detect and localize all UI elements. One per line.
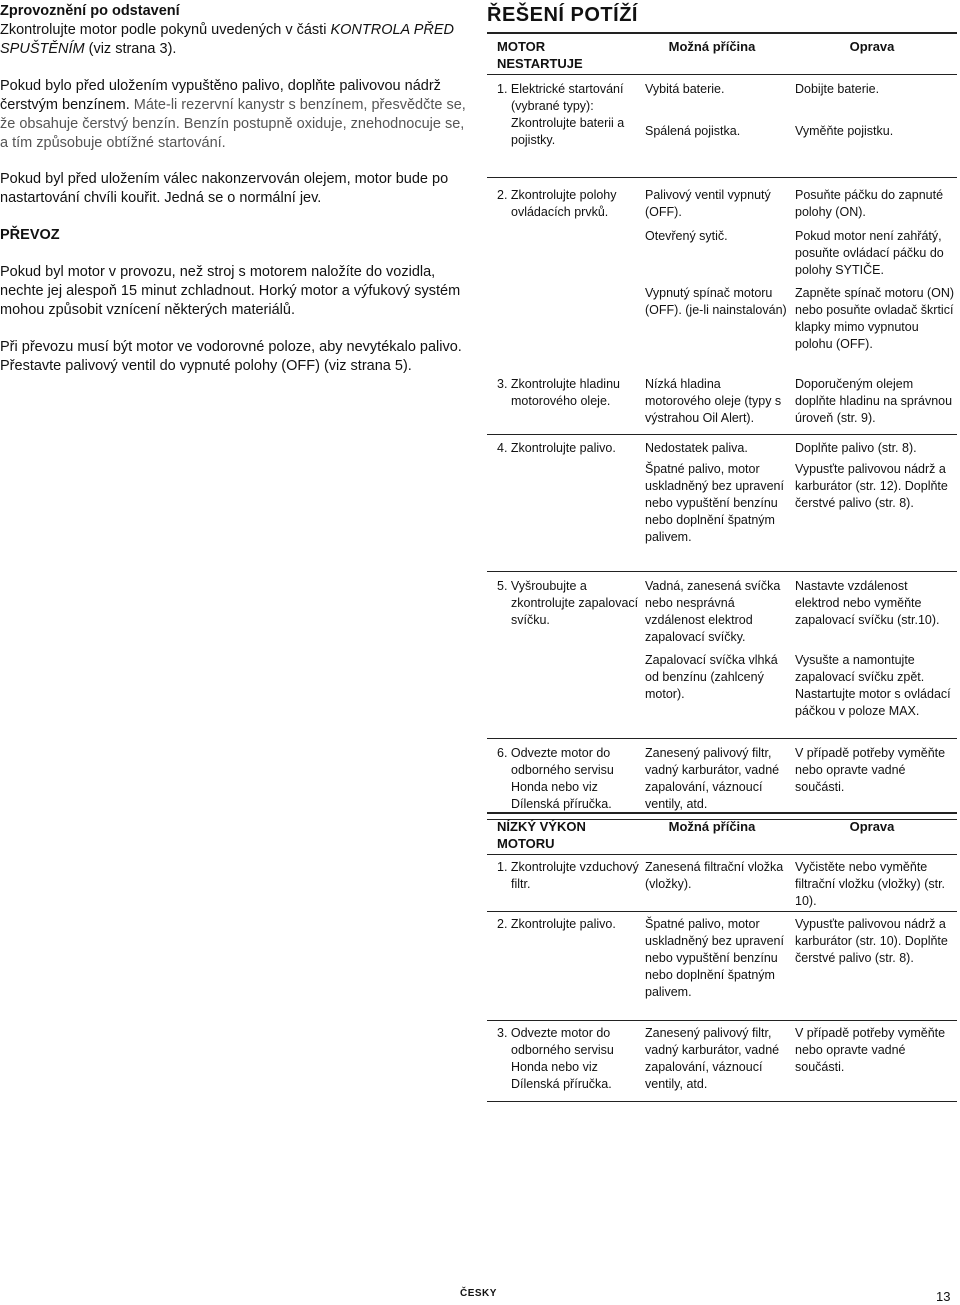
table-row [487, 435, 957, 572]
remedy-cell: Pokud motor není zahřátý, posuňte ovládací páčku do polohy SYTIČE. [795, 229, 944, 277]
header-cause: Možná příčina [668, 39, 756, 54]
symptom-cell: 2. Zkontrolujte palivo. [497, 917, 616, 931]
cause-cell: Vybitá baterie. [645, 82, 725, 96]
troubleshooting-table-low-power [487, 812, 957, 1102]
symptom-cell: 3. Odvezte motor do odborného servisu Honda nebo viz Dílenská příručka. [497, 1026, 614, 1091]
cause-cell: Špatné palivo, motor uskladněný bez upravení nebo vypuštění benzínu nebo doplnění špatným palivem. [645, 462, 784, 544]
paragraph-refuel: Pokud bylo před uložením vypuštěno palivo, doplňte palivovou nádrž čerstvým benzínem. Máte-li rezervní kanystr s benzínem, přesvědčte se, že obsahuje čerstvý benzín. Benzín postupně oxiduje, znehodnocuje se, a tím způsobuje obtížné startování. [0, 78, 466, 151]
remedy-cell: Doplňte palivo (str. 8). [795, 441, 917, 455]
symptom-cell: 2. Zkontrolujte polohy ovládacích prvků. [497, 188, 617, 219]
paragraph-oil-smoke: Pokud byl před uložením válec nakonzervován olejem, motor bude po nastartování chvíli kouřit. Jedná se o normální jev. [0, 171, 449, 206]
section-heading-recommissioning: Zprovoznění po odstavení [0, 3, 180, 19]
remedy-cell: Dobijte baterie. [795, 82, 880, 96]
remedy-cell: V případě potřeby vyměňte nebo opravte vadné součásti. [795, 1026, 946, 1074]
troubleshooting-table-no-start [487, 32, 957, 820]
page-title: ŘEŠENÍ POTÍŽÍ [487, 4, 638, 26]
cause-cell: Nedostatek paliva. [645, 441, 748, 455]
table-row [487, 739, 957, 820]
cause-cell: Špatné palivo, motor uskladněný bez upravení nebo vypuštění benzínu nebo doplnění špatným palivem. [645, 917, 784, 999]
cause-cell: Vypnutý spínač motoru (OFF). (je-li nainstalován) [645, 286, 787, 317]
remedy-cell: Vysušte a namontujte zapalovací svíčku zpět. Nastartujte motor s ovládací páčkou v poloze MAX. [795, 653, 951, 718]
symptom-cell: 3. Zkontrolujte hladinu motorového oleje. [497, 377, 620, 408]
header-symptom: NÍZKÝ VÝKON MOTORU [497, 819, 586, 851]
paragraph-transport-cool: Pokud byl motor v provozu, než stroj s motorem naložíte do vozidla, nechte jej alespoň 15 minut zchladnout. Horký motor a výfukový systém mohou způsobit vznícení některých materiálů. [0, 264, 461, 318]
remedy-cell: Posuňte páčku do zapnuté polohy (ON). [795, 188, 944, 219]
header-remedy: Oprava [849, 819, 895, 834]
symptom-cell: 1. Zkontrolujte vzduchový filtr. [497, 860, 639, 891]
cause-cell: Nízká hladina motorového oleje (typy s výstrahou Oil Alert). [645, 377, 782, 425]
section-heading-transport: PŘEVOZ [0, 227, 60, 243]
table-row [487, 178, 957, 435]
remedy-cell: V případě potřeby vyměňte nebo opravte vadné součásti. [795, 746, 946, 794]
page-number: 13 [936, 1289, 951, 1304]
symptom-cell: 4. Zkontrolujte palivo. [497, 441, 616, 455]
cause-cell: Zanesený palivový filtr, vadný karburátor, vadné zapalování, váznoucí ventily, atd. [645, 746, 780, 811]
table-header-row [487, 32, 957, 75]
cause-cell: Zanesený palivový filtr, vadný karburátor, vadné zapalování, váznoucí ventily, atd. [645, 1026, 780, 1091]
paragraph-check-engine: Zkontrolujte motor podle pokynů uvedených v části KONTROLA PŘED SPUŠTĚNÍM (viz strana 3). [0, 22, 455, 57]
symptom-cell: 5. Vyšroubujte a zkontrolujte zapalovací svíčku. [497, 579, 639, 627]
cause-cell: Zapalovací svíčka vlhká od benzínu (zahlcený motor). [645, 653, 778, 701]
header-remedy: Oprava [849, 39, 895, 54]
table-header-row [487, 812, 957, 855]
remedy-cell: Nastavte vzdálenost elektrod nebo vyměňte zapalovací svíčku (str.10). [795, 579, 940, 627]
remedy-cell: Vypusťte palivovou nádrž a karburátor (str. 12). Doplňte čerstvé palivo (str. 8). [795, 462, 948, 510]
header-cause: Možná příčina [668, 819, 756, 834]
remedy-cell: Doporučeným olejem doplňte hladinu na správnou úroveň (str. 9). [795, 377, 953, 425]
cause-cell: Zanesená filtrační vložka (vložky). [645, 860, 784, 891]
remedy-cell: Zapněte spínač motoru (ON) nebo posuňte ovladač škrticí klapky mimo vypnutou polohu (OFF). [795, 286, 955, 351]
table-row [487, 912, 957, 1021]
symptom-cell: 6. Odvezte motor do odborného servisu Honda nebo viz Dílenská příručka. [497, 746, 614, 811]
table-row [487, 1021, 957, 1102]
cause-cell: Vadná, zanesená svíčka nebo nesprávná vzdálenost elektrod zapalovací svíčky. [645, 579, 781, 644]
table-row [487, 572, 957, 739]
table-row [487, 855, 957, 912]
symptom-cell: 1. Elektrické startování (vybrané typy): Zkontrolujte baterii a pojistky. [497, 82, 625, 147]
cause-cell: Otevřený sytič. [645, 229, 728, 243]
remedy-cell: Vyčistěte nebo vyměňte filtrační vložku (vložky) (str. 10). [795, 860, 946, 908]
remedy-cell: Vyměňte pojistku. [795, 124, 894, 138]
cause-cell: Palivový ventil vypnutý (OFF). [645, 188, 771, 219]
header-symptom: MOTOR NESTARTUJE [497, 39, 583, 71]
remedy-cell: Vypusťte palivovou nádrž a karburátor (str. 10). Doplňte čerstvé palivo (str. 8). [795, 917, 948, 965]
paragraph-transport-level: Při převozu musí být motor ve vodorovné poloze, aby nevytékalo palivo. Přestavte palivový ventil do vypnuté polohy (OFF) (viz strana 5). [0, 339, 462, 374]
table-row [487, 75, 957, 178]
cause-cell: Spálená pojistka. [645, 124, 741, 138]
footer-language: ČESKY [460, 1288, 497, 1299]
